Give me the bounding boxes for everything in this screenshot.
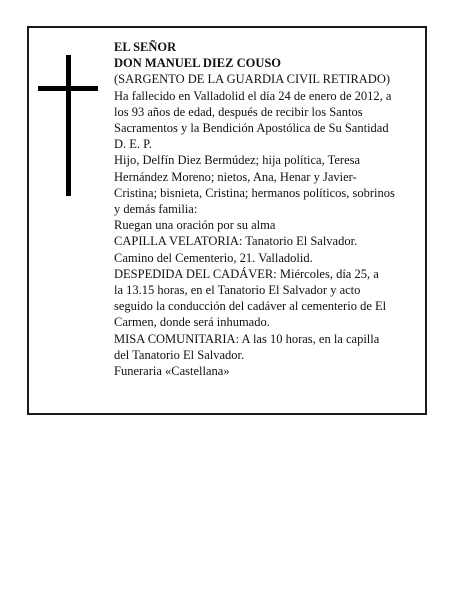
farewell-line: Carmen, donde será inhumado.	[114, 315, 270, 330]
family-line: Hernández Moreno; nietos, Ana, Henar y Javier-	[114, 169, 357, 184]
notice-line: los 93 años de edad, después de recibir los Santos	[114, 104, 363, 119]
family-line: Hijo, Delfín Diez Bermúdez; hija política, Teresa	[114, 153, 361, 168]
mass-line: MISA COMUNITARIA: A las 10 horas, en la capilla	[114, 331, 380, 346]
deceased-name: DON MANUEL DIEZ COUSO	[114, 56, 282, 71]
funeral-home: Funeraria «Castellana»	[114, 364, 230, 379]
deceased-rank: (SARGENTO DE LA GUARDIA CIVIL RETIRADO)	[114, 72, 391, 87]
notice-line: Ha fallecido en Valladolid el día 24 de enero de 2012, a	[114, 88, 392, 103]
cross-horizontal-bar	[38, 86, 98, 91]
notice-heading-title: EL SEÑOR	[114, 40, 177, 54]
farewell-line: la 13.15 horas, en el Tanatorio El Salvador y acto	[114, 283, 361, 298]
mass-line: del Tanatorio El Salvador.	[114, 347, 245, 362]
chapel-address: Camino del Cementerio, 21. Valladolid.	[114, 250, 313, 265]
farewell-line: seguido la conducción del cadáver al cementerio de El	[114, 299, 387, 314]
prayer-request: Ruegan una oración por su alma	[114, 218, 276, 233]
family-line: y demás familia:	[114, 202, 198, 217]
notice-line: Sacramentos y la Bendición Apostólica de Su Santidad	[114, 121, 389, 136]
notice-text	[114, 39, 426, 379]
family-line: Cristina; bisnieta, Cristina; hermanos políticos, sobrinos	[114, 185, 395, 200]
rest-in-peace: D. E. P.	[114, 137, 152, 152]
farewell-line: DESPEDIDA DEL CADÁVER: Miércoles, día 25, a	[114, 266, 379, 281]
chapel-line: CAPILLA VELATORIA: Tanatorio El Salvador.	[114, 234, 358, 249]
cross-vertical-bar	[66, 55, 71, 196]
latin-cross-icon	[38, 55, 98, 196]
